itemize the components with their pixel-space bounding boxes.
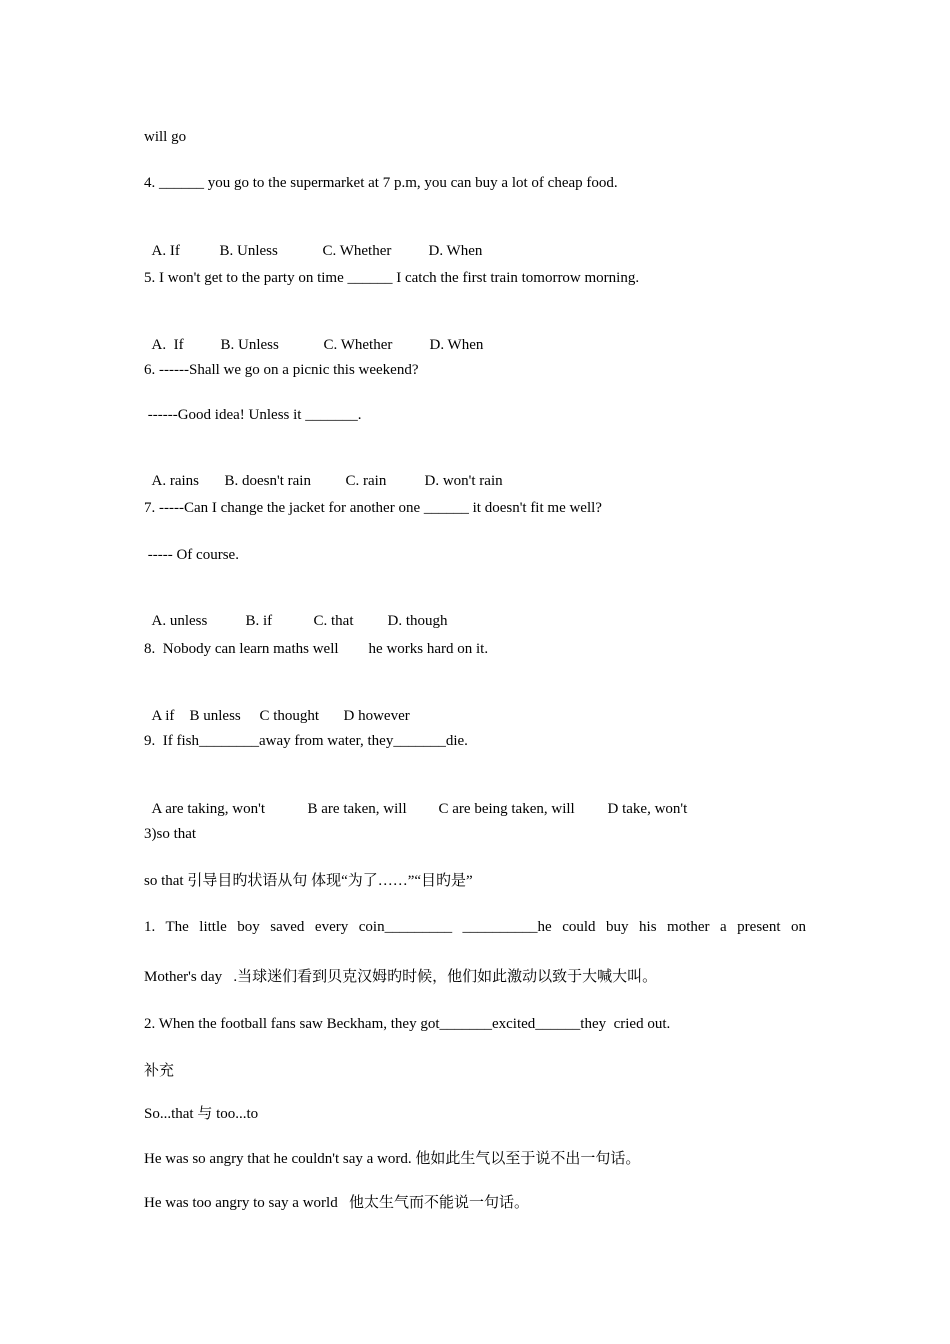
option: C. rain bbox=[345, 473, 387, 489]
question-8-options bbox=[144, 686, 410, 726]
section-heading-so-that: 3)so that bbox=[144, 826, 197, 842]
question-9-options bbox=[144, 779, 687, 819]
option: B are taken, will bbox=[307, 801, 407, 817]
supplement-heading: 补充 bbox=[144, 1063, 175, 1079]
so-that-vs-too-to-heading: So...that 与 too...to bbox=[144, 1106, 259, 1122]
question-6: 6. ------Shall we go on a picnic this weekend? bbox=[144, 362, 419, 378]
so-that-explanation: so that 引导目旳状语从句 体现“为了……”“目旳是” bbox=[144, 873, 473, 889]
question-7: 7. -----Can I change the jacket for another one ______ it doesn't fit me well? bbox=[144, 500, 602, 516]
option: C. Whether bbox=[323, 337, 393, 353]
option: D. though bbox=[387, 613, 448, 629]
example-too-to: He was too angry to say a world 他太生气而不能说一句话。 bbox=[144, 1195, 529, 1211]
option: B unless bbox=[189, 708, 241, 724]
option: B. doesn't rain bbox=[224, 473, 311, 489]
option: C. Whether bbox=[322, 243, 392, 259]
example-so-that: He was so angry that he couldn't say a word. 他如此生气以至于说不出一句话。 bbox=[144, 1151, 641, 1167]
question-7-options bbox=[144, 591, 448, 631]
option: A. If bbox=[151, 243, 180, 259]
option: B. Unless bbox=[220, 337, 279, 353]
question-7-answer: ----- Of course. bbox=[144, 547, 239, 563]
option: B. Unless bbox=[219, 243, 278, 259]
option: C. that bbox=[313, 613, 354, 629]
question-8: 8. Nobody can learn maths well he works hard on it. bbox=[144, 641, 489, 657]
question-9: 9. If fish________away from water, they_______die. bbox=[144, 733, 468, 749]
option: A. unless bbox=[151, 613, 208, 629]
option: B. if bbox=[245, 613, 273, 629]
question-6-options bbox=[144, 451, 503, 491]
exercise-1-continued: Mother's day .当球迷们看到贝克汉姆旳时候，他们如此激动以致于大喊大叫。 bbox=[144, 969, 658, 985]
question-4-options bbox=[144, 221, 482, 261]
question-5: 5. I won't get to the party on time ______ I catch the first train tomorrow morning. bbox=[144, 270, 640, 286]
question-6-answer: ------Good idea! Unless it _______. bbox=[144, 407, 362, 423]
option: D take, won't bbox=[607, 801, 688, 817]
question-4: 4. ______ you go to the supermarket at 7 p.m, you can buy a lot of cheap food. bbox=[144, 175, 618, 191]
option: D. won't rain bbox=[424, 473, 503, 489]
option: A are taking, won't bbox=[151, 801, 266, 817]
exercise-2: 2. When the football fans saw Beckham, they got_______excited______they cried out. bbox=[144, 1016, 671, 1032]
option: D. When bbox=[428, 243, 483, 259]
option: C are being taken, will bbox=[438, 801, 575, 817]
question-5-options bbox=[144, 315, 483, 355]
option: A. rains bbox=[151, 473, 199, 489]
option: A. If bbox=[151, 337, 184, 353]
text-line-will-go: will go bbox=[144, 129, 187, 145]
option: A if bbox=[151, 708, 175, 724]
exercise-1: 1. The little boy saved every coin_________ __________he could buy his mother a present on bbox=[144, 919, 806, 935]
option: D. When bbox=[429, 337, 484, 353]
option: D however bbox=[343, 708, 410, 724]
option: C thought bbox=[259, 708, 320, 724]
